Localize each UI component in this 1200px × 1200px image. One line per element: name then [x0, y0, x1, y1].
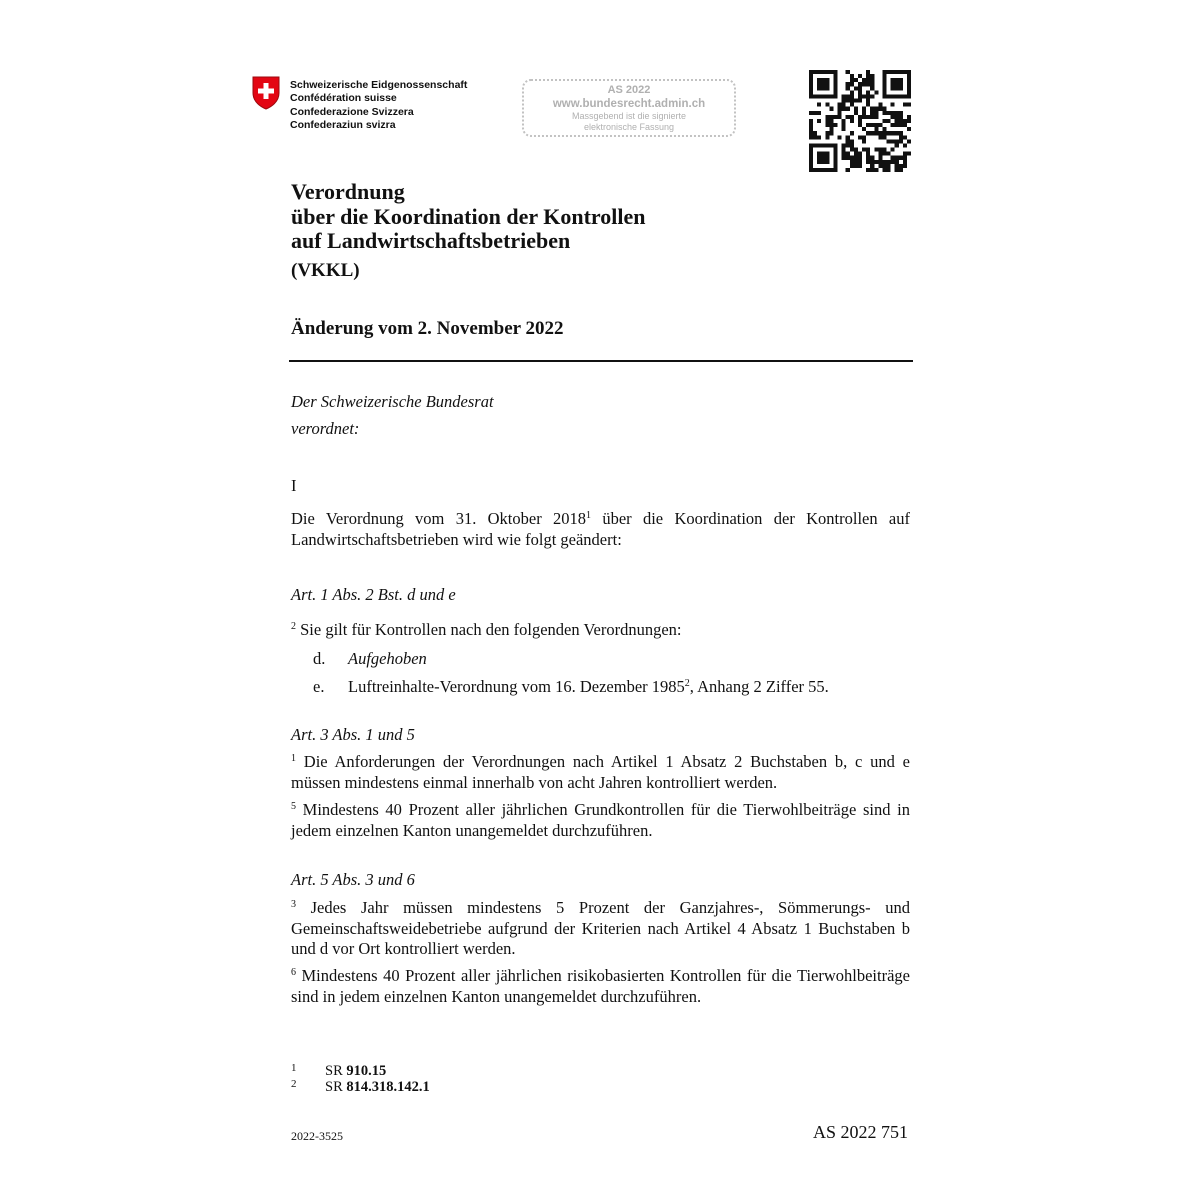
enacting-authority: Der Schweizerische Bundesrat — [291, 392, 494, 411]
footnote-number-2: 2 — [291, 1078, 297, 1090]
art3-heading: Art. 3 Abs. 1 und 5 — [291, 725, 415, 744]
footnote-sr-2[interactable]: 814.318.142.1 — [346, 1079, 430, 1095]
authority-name-fr: Confédération suisse — [290, 92, 397, 105]
art1-paragraph — [291, 620, 910, 641]
art5-p6-text: Mindestens 40 Prozent aller jährlichen risikobasierten Kontrollen für die Tierwohlbeiträge sind in jedem einzelnen Kanton unangemeldet durchzuführen. — [291, 966, 910, 1006]
intro-text-before: Die Verordnung vom 31. Oktober 2018 — [291, 509, 587, 528]
stamp-note-2: elektronische Fassung — [583, 122, 675, 132]
art5-paragraph-3 — [291, 898, 910, 960]
swiss-cross-icon — [252, 76, 280, 110]
footnote-text-2 — [325, 1079, 430, 1095]
footnote-number-1: 1 — [291, 1062, 297, 1074]
art3-paragraph-5 — [291, 800, 910, 841]
title-divider — [289, 360, 913, 362]
footnote-ref-1[interactable]: 1 — [586, 510, 592, 521]
authority-name-it: Confederazione Svizzera — [290, 105, 414, 118]
title-abbreviation: (VKKL) — [291, 260, 360, 281]
art5-p3-text: Jedes Jahr müssen mindestens 5 Prozent der Ganzjahres-, Sömmerungs- und Gemeinschaftsweidebetriebe aufgrund der Kriterien nach Artikel 4 Absatz 1 Buchstaben b und d vor Ort kontrolliert werden. — [291, 898, 910, 958]
stamp-note-1: Massgebend ist die signierte — [571, 111, 687, 121]
title-line-1: Verordnung — [291, 179, 405, 204]
art3-p1-number: 1 — [291, 753, 296, 764]
section-number: I — [291, 476, 297, 495]
document-title — [291, 180, 645, 254]
stamp-url[interactable]: www.bundesrecht.admin.ch — [552, 98, 706, 110]
page-reference: AS 2022 751 — [813, 1122, 909, 1142]
list-item-e-after: , Anhang 2 Ziffer 55. — [689, 677, 829, 696]
footnote-prefix-1: SR — [325, 1063, 347, 1079]
authority-names — [290, 79, 467, 133]
footnote-sr-1[interactable]: 910.15 — [346, 1063, 387, 1079]
art3-p5-text: Mindestens 40 Prozent aller jährlichen Grundkontrollen für die Tierwohlbeiträge sind in jedem einzelnen Kanton unangemeldet durchzuführen. — [291, 800, 910, 840]
art3-paragraph-1 — [291, 752, 910, 793]
intro-paragraph — [291, 509, 910, 550]
stamp-collection: AS 2022 — [607, 84, 651, 96]
art5-p3-number: 3 — [291, 899, 296, 910]
intro-text-after: über die Koordination der Kontrollen auf Landwirtschaftsbetrieben wird wie folgt geändert: — [291, 509, 910, 549]
list-letter-d: d. — [313, 649, 326, 668]
list-item-d: Aufgehoben — [348, 649, 427, 668]
list-letter-e: e. — [313, 677, 325, 696]
list-item-e — [348, 677, 829, 698]
art5-paragraph-6 — [291, 966, 910, 1007]
amendment-date: Änderung vom 2. November 2022 — [291, 318, 564, 339]
title-line-2: über die Koordination der Kontrollen — [291, 203, 646, 229]
qr-code-icon — [809, 70, 911, 172]
authority-name-rm: Confederaziun svizra — [290, 119, 396, 132]
document-number: 2022-3525 — [291, 1129, 343, 1143]
list-item-e-before: Luftreinhalte-Verordnung vom 16. Dezember 1985 — [348, 677, 685, 696]
art5-heading: Art. 5 Abs. 3 und 6 — [291, 870, 415, 889]
footnote-prefix-2: SR — [325, 1079, 347, 1095]
footnote-text-1 — [325, 1063, 386, 1079]
art1-heading: Art. 1 Abs. 2 Bst. d und e — [291, 585, 456, 604]
art5-p6-number: 6 — [291, 967, 296, 978]
art1-para-number: 2 — [291, 621, 296, 632]
art3-p5-number: 5 — [291, 801, 296, 812]
art3-p1-text: Die Anforderungen der Verordnungen nach Artikel 1 Absatz 2 Buchstaben b, c und e müssen mindestens einmal innerhalb von acht Jahren kontrolliert werden. — [291, 752, 910, 792]
art1-para-text: Sie gilt für Kontrollen nach den folgenden Verordnungen: — [296, 620, 682, 639]
title-line-3: auf Landwirtschaftsbetrieben — [291, 228, 571, 253]
authority-name-de: Schweizerische Eidgenossenschaft — [290, 79, 468, 91]
signature-stamp — [522, 79, 736, 137]
footnote-ref-2[interactable]: 2 — [684, 678, 690, 689]
enacting-formula: verordnet: — [291, 419, 360, 438]
